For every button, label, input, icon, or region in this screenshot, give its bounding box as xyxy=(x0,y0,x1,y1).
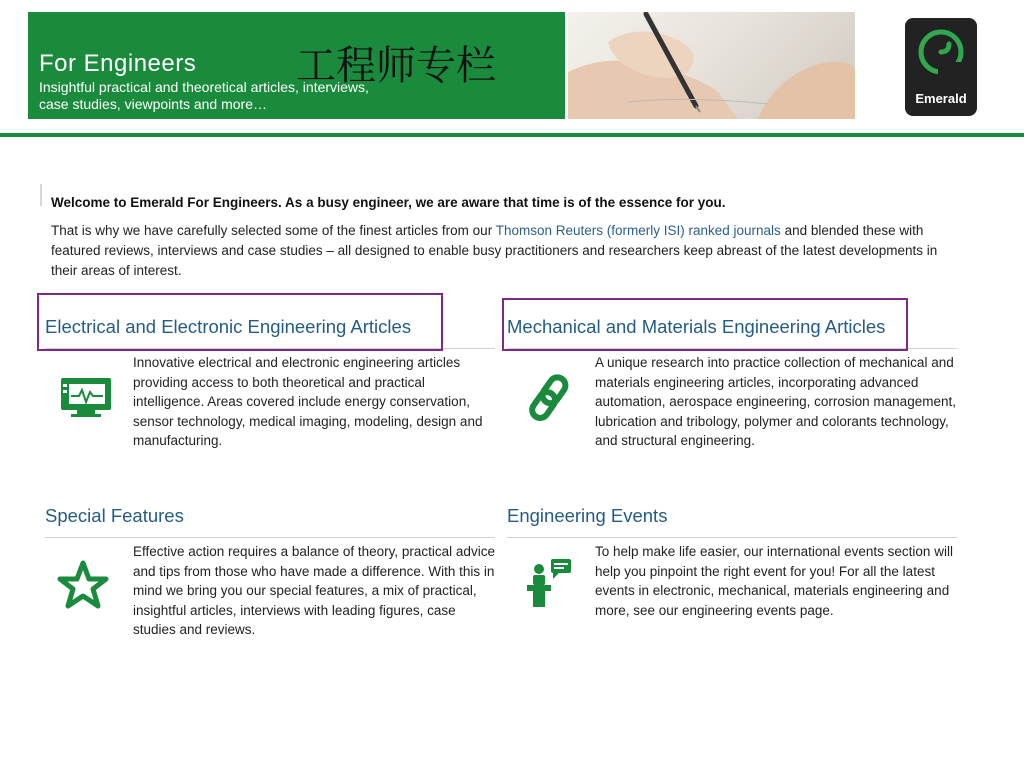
banner-title: For Engineers xyxy=(39,50,197,77)
intro-accent-bar xyxy=(40,184,42,206)
header-banner xyxy=(28,12,565,119)
section-title-special-features[interactable]: Special Features xyxy=(45,505,184,526)
emerald-swirl-icon xyxy=(905,18,977,88)
intro-text-start: That is why we have carefully selected some of the finest articles from our xyxy=(51,223,496,238)
chain-link-icon xyxy=(519,366,583,430)
journals-link[interactable]: Thomson Reuters (formerly ISI) ranked journals xyxy=(495,223,781,238)
hand-writing-image xyxy=(568,12,855,119)
intro-text-end: and blended these with featured reviews, interviews and case studies – all designed to enable busy practitioners and researchers keep abreast of the latest developments in their areas of interest. xyxy=(51,223,938,278)
header-photo xyxy=(568,12,855,119)
section-title-mechanical[interactable]: Mechanical and Materials Engineering Articles xyxy=(507,316,886,337)
section-text-special-features: Effective action requires a balance of theory, practical advice and tips from those who have made a difference. With this in mind we bring you our special features, a mix of practical, insightful articles, interviews with leading figures, case studies and reviews. xyxy=(133,544,495,638)
banner-subtitle xyxy=(39,79,479,113)
section-text-mechanical: A unique research into practice collection of mechanical and materials engineering articles, incorporating advanced automation, aerospace engineering, corrosion management, lubrication and tribology, polymer and colorants technology, and structural engineering. xyxy=(595,355,956,449)
logo-text: Emerald xyxy=(915,91,967,106)
section-title-electrical[interactable]: Electrical and Electronic Engineering Articles xyxy=(45,316,412,337)
section-title-engineering-events[interactable]: Engineering Events xyxy=(507,505,668,526)
section-text-electrical: Innovative electrical and electronic engineering articles providing access to both theoretical and practical intelligence. Areas covered include energy conservation, sensor technology, medical imaging, modeling, design and manufacturing. xyxy=(133,355,483,449)
highlight-box-mechanical xyxy=(502,298,908,351)
computer-monitor-icon xyxy=(57,366,121,430)
section-divider xyxy=(507,537,957,538)
section-text-engineering-events: To help make life easier, our international events section will help you pinpoint the right event for you! For all the latest events in electronic, mechanical, materials engineering and more, see our engineering events page. xyxy=(595,544,953,618)
speaker-podium-icon xyxy=(519,555,583,619)
banner-subtitle-line-1: Insightful practical and theoretical articles, interviews, xyxy=(39,79,369,95)
section-engineering-events xyxy=(507,505,957,665)
emerald-logo[interactable] xyxy=(905,18,977,116)
star-icon xyxy=(57,555,121,619)
section-special-features xyxy=(45,505,495,665)
header-divider xyxy=(0,133,1024,137)
banner-subtitle-line-2: case studies, viewpoints and more… xyxy=(39,96,267,112)
section-divider xyxy=(45,537,495,538)
banner-chinese-title: 工程师专栏 xyxy=(296,43,496,89)
intro-heading: Welcome to Emerald For Engineers. As a busy engineer, we are aware that time is of the essence for you. xyxy=(51,195,726,210)
intro-paragraph xyxy=(51,221,956,281)
highlight-box-electrical xyxy=(37,293,443,351)
